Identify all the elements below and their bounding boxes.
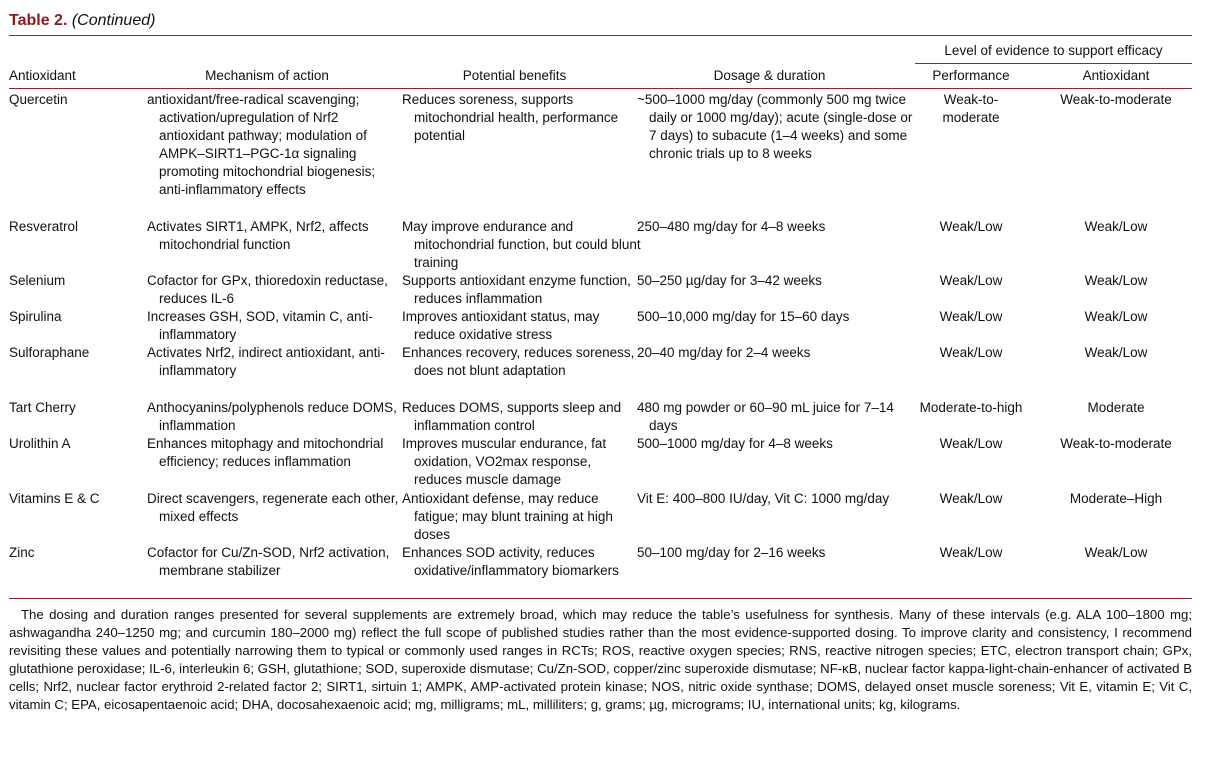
cell-dosage: ~500–1000 mg/day (commonly 500 mg twice daily or 1000 mg/day); acute (single-dose or 7 days) to subacute (1–4 weeks) and some chronic trials up to 8 weeks xyxy=(637,92,913,161)
cell-dosage: 480 mg powder or 60–90 mL juice for 7–14 days xyxy=(637,400,894,433)
header-antioxidant-evidence: Antioxidant xyxy=(1082,68,1150,83)
cell-antioxidant: Moderate–High xyxy=(1069,491,1163,506)
cell-performance: Weak/Low xyxy=(939,273,1003,288)
cell-benefits: Improves muscular endurance, fat oxidation, VO2max response, reduces muscle damage xyxy=(402,436,607,487)
table-footnote: The dosing and duration ranges presented for several supplements are extremely broad, which may reduce the table’s usefulness for synthesis. Many of these intervals (e.g. ALA 100–1800 mg; ashwagandha 240–1250 mg; and curcumin 180–2000 mg) reflect the full scope of published studies rather than the most evidence-supported dosing. To improve clarity and consistency, I recommend revisiting these values and potentially narrowing them to typical or commonly used ranges in RCTs; ROS, reactive oxygen species; RNS, reactive nitrogen species; ETC, electron transport chain; GPx, glutathione peroxidase; IL-6, interleukin 6; GSH, glutathione; SOD, superoxide dismutase; Cu/Zn-SOD, copper/zinc superoxide dismutase; NF-κB, nuclear factor kappa-light-chain-enhancer of activated B cells; Nrf2, nuclear factor erythroid 2-related factor 2; SIRT1, sirtuin 1; AMPK, AMP-activated protein kinase; NOS, nitric oxide synthase; DOMS, delayed onset muscle soreness; Vit E, vitamin E; Vit C, vitamin C; EPA, eicosapentaenoic acid; DHA, docosahexaenoic acid; mg, milligrams; mL, milliliters; g, grams; µg, micrograms; IU, international units; kg, kilograms. xyxy=(9,607,1192,712)
cell-benefits: Reduces soreness, supports mitochondrial health, performance potential xyxy=(402,92,619,143)
cell-dosage: 50–100 mg/day for 2–16 weeks xyxy=(637,545,826,560)
cell-benefits: Enhances SOD activity, reduces oxidative/inflammatory biomarkers xyxy=(402,545,619,578)
cell-mechanism: Cofactor for Cu/Zn-SOD, Nrf2 activation, membrane stabilizer xyxy=(147,545,390,578)
cell-performance: Weak/Low xyxy=(939,309,1003,324)
cell-name: Quercetin xyxy=(9,92,68,107)
cell-name: Urolithin A xyxy=(9,436,71,451)
evidence-group-rule xyxy=(915,63,1192,64)
cell-performance: Weak/Low xyxy=(939,545,1003,560)
bottom-rule xyxy=(9,598,1192,599)
cell-dosage: 500–10,000 mg/day for 15–60 days xyxy=(637,309,850,324)
table-caption xyxy=(9,10,1192,32)
cell-name: Vitamins E & C xyxy=(9,491,100,506)
cell-mechanism: Direct scavengers, regenerate each other, mixed effects xyxy=(147,491,399,524)
cell-name: Spirulina xyxy=(9,309,62,324)
cell-dosage: 50–250 µg/day for 3–42 weeks xyxy=(637,273,822,288)
cell-antioxidant: Weak/Low xyxy=(1084,273,1148,288)
header-mechanism: Mechanism of action xyxy=(205,68,329,83)
cell-dosage: 250–480 mg/day for 4–8 weeks xyxy=(637,219,826,234)
cell-name: Selenium xyxy=(9,273,66,288)
cell-name: Resveratrol xyxy=(9,219,79,234)
cell-performance: Moderate-to-high xyxy=(919,400,1023,415)
cell-performance: Weak/Low xyxy=(939,219,1003,234)
cell-mechanism: Activates Nrf2, indirect antioxidant, anti-inflammatory xyxy=(147,345,385,378)
header-antioxidant: Antioxidant xyxy=(9,68,76,83)
header-performance: Performance xyxy=(932,68,1010,83)
cell-dosage: 500–1000 mg/day for 4–8 weeks xyxy=(637,436,833,451)
top-rule xyxy=(9,35,1192,36)
cell-benefits: Improves antioxidant status, may reduce oxidative stress xyxy=(402,309,600,342)
cell-benefits: Supports antioxidant enzyme function, reduces inflammation xyxy=(402,273,631,306)
cell-benefits: Reduces DOMS, supports sleep and inflammation control xyxy=(402,400,622,433)
cell-benefits: May improve endurance and mitochondrial function, but could blunt training xyxy=(402,219,641,270)
cell-mechanism: Anthocyanins/polyphenols reduce DOMS, inflammation xyxy=(147,400,397,433)
cell-performance: Weak/Low xyxy=(939,491,1003,506)
cell-mechanism: Enhances mitophagy and mitochondrial efficiency; reduces inflammation xyxy=(147,436,384,469)
cell-antioxidant: Weak/Low xyxy=(1084,345,1148,360)
cell-antioxidant: Weak-to-moderate xyxy=(1060,436,1172,451)
cell-dosage: Vit E: 400–800 IU/day, Vit C: 1000 mg/day xyxy=(637,491,890,506)
header-dosage: Dosage & duration xyxy=(713,68,826,83)
table-continued: (Continued) xyxy=(71,12,156,29)
cell-mechanism: Cofactor for GPx, thioredoxin reductase, reduces IL-6 xyxy=(147,273,388,306)
cell-name: Tart Cherry xyxy=(9,400,76,415)
cell-mechanism: Activates SIRT1, AMPK, Nrf2, affects mitochondrial function xyxy=(147,219,369,252)
cell-name: Zinc xyxy=(9,545,35,560)
header-benefits: Potential benefits xyxy=(462,68,567,83)
header-rule xyxy=(9,88,1192,89)
cell-performance: Weak-to-moderate xyxy=(942,92,1000,125)
cell-performance: Weak/Low xyxy=(939,436,1003,451)
cell-antioxidant: Moderate xyxy=(1087,400,1145,415)
cell-antioxidant: Weak-to-moderate xyxy=(1060,92,1172,107)
cell-antioxidant: Weak/Low xyxy=(1084,309,1148,324)
cell-antioxidant: Weak/Low xyxy=(1084,219,1148,234)
table-label: Table 2. xyxy=(9,12,68,29)
cell-performance: Weak/Low xyxy=(939,345,1003,360)
evidence-group-header: Level of evidence to support efficacy xyxy=(944,43,1163,58)
cell-name: Sulforaphane xyxy=(9,345,90,360)
cell-mechanism: antioxidant/free-radical scavenging; activation/upregulation of Nrf2 antioxidant pathway; modulation of AMPK–SIRT1–PGC-1α signaling promoting mitochondrial biogenesis; anti-inflammatory effects xyxy=(147,92,376,197)
cell-benefits: Antioxidant defense, may reduce fatigue; may blunt training at high doses xyxy=(402,491,613,542)
cell-benefits: Enhances recovery, reduces soreness, does not blunt adaptation xyxy=(402,345,635,378)
cell-mechanism: Increases GSH, SOD, vitamin C, anti-inflammatory xyxy=(147,309,373,342)
cell-antioxidant: Weak/Low xyxy=(1084,545,1148,560)
cell-dosage: 20–40 mg/day for 2–4 weeks xyxy=(637,345,811,360)
